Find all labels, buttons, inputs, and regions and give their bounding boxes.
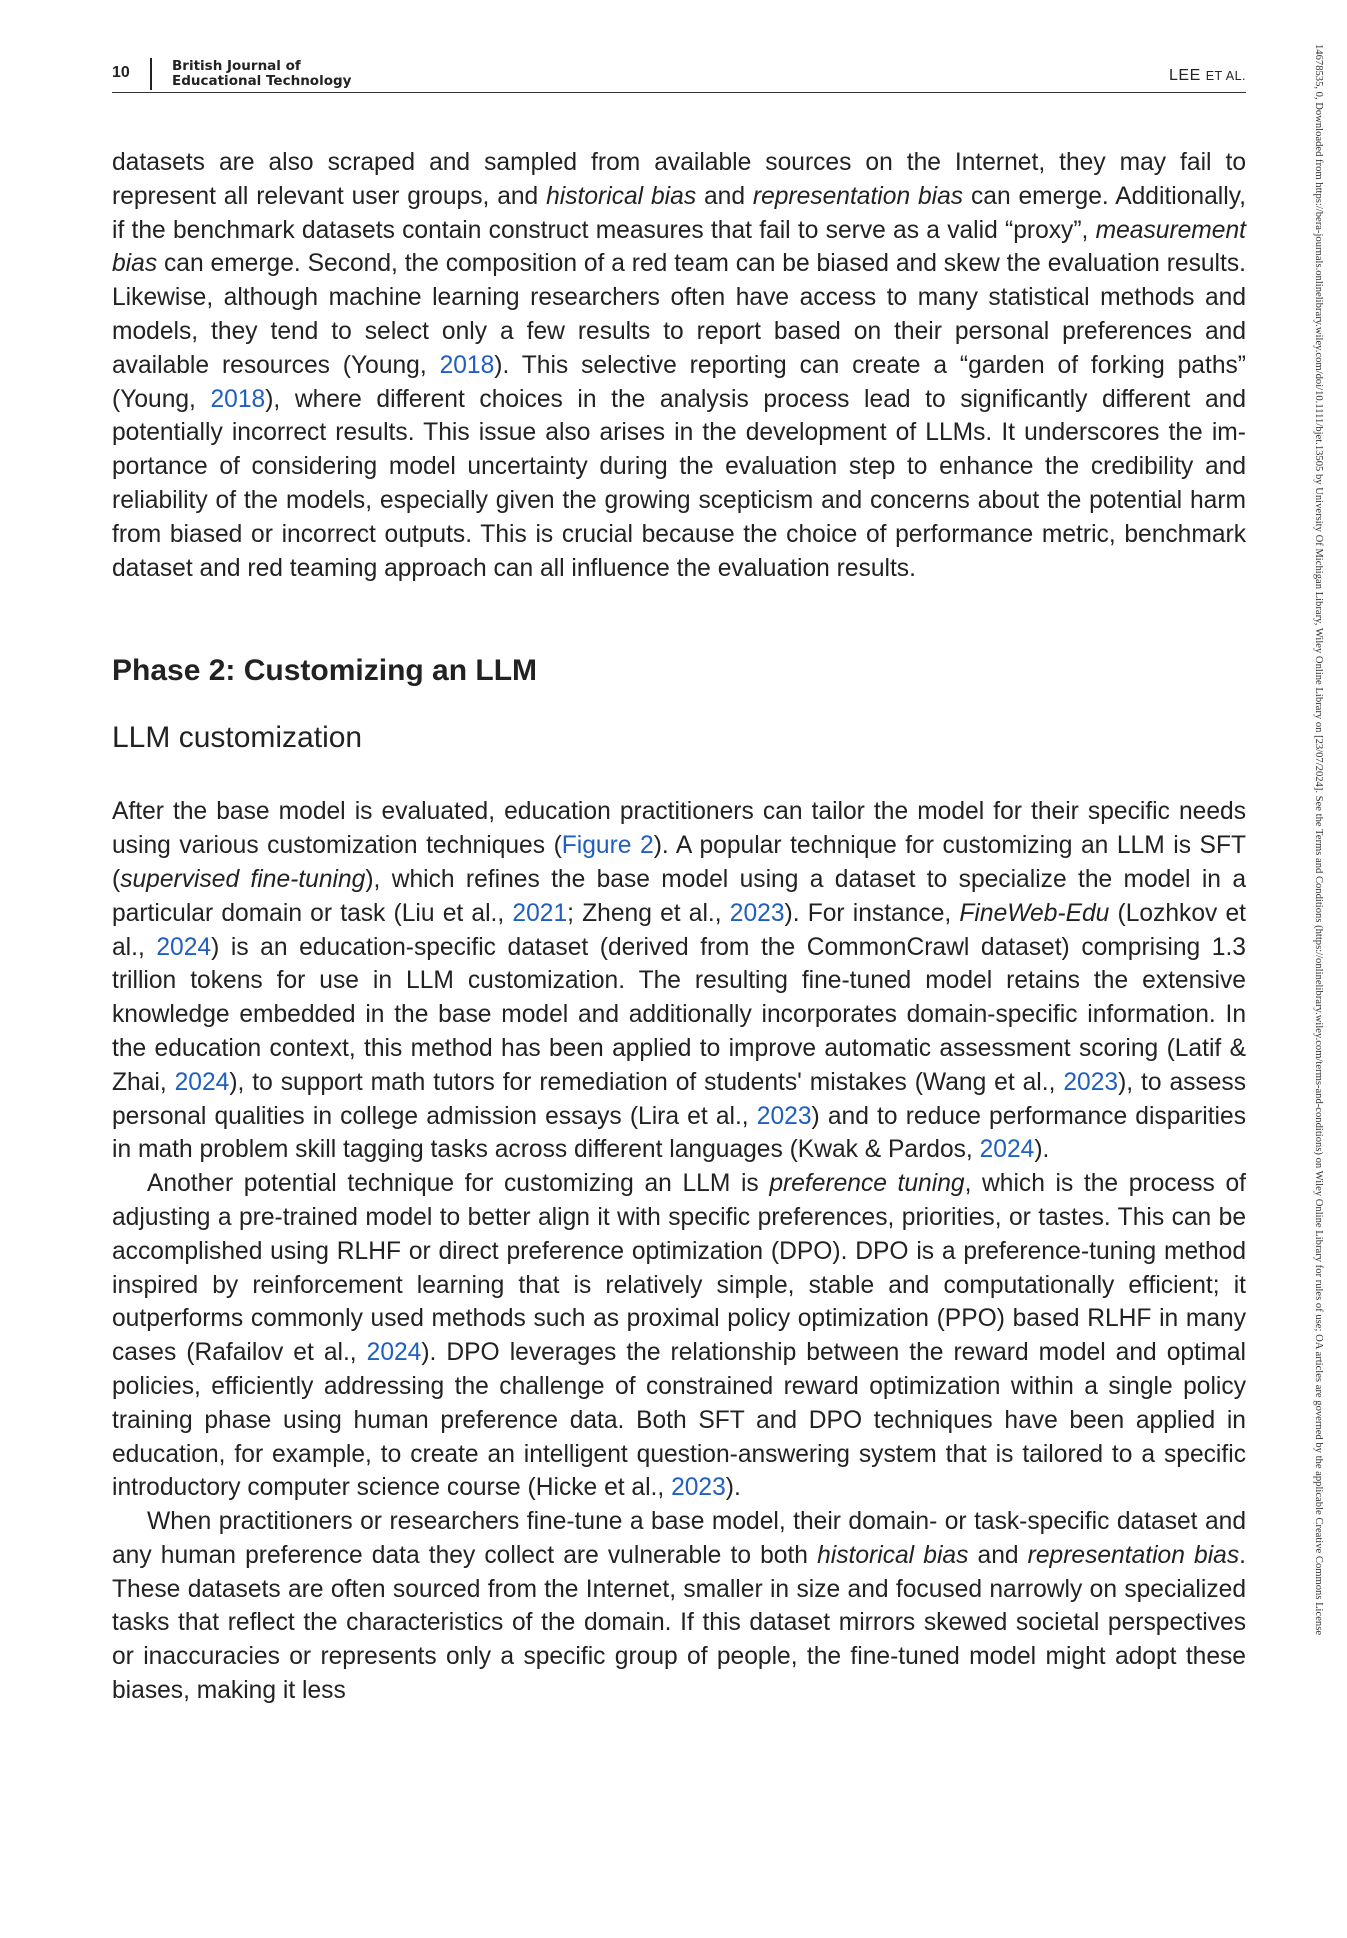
paragraph-preference-tuning: [112, 1167, 1246, 1505]
article-body: [112, 146, 1246, 1708]
journal-title-line2: Educational Technology: [172, 73, 352, 89]
text-run: When practitioners or researchers fine-tune a base model, their domain- or task-specific dataset and any human preference data they collect are vulnerable to both: [112, 1508, 1246, 1569]
text-run: and: [968, 1541, 1028, 1569]
italic-term: preference tuning: [769, 1170, 965, 1198]
text-run: ), which refines the base model using a dataset to specialize the model in a particular domain or task (Liu et al.,: [112, 865, 1247, 927]
text-run: ), to assess personal qualities in college admission essays (Lira et al.,: [112, 1068, 1246, 1130]
text-run: ). For instance,: [784, 899, 960, 927]
text-run: ).: [725, 1474, 741, 1502]
citation-link[interactable]: 2021: [512, 899, 568, 927]
paragraph-bias-evaluation: [112, 146, 1246, 585]
text-run: (Lozhkov et al.,: [112, 899, 1247, 961]
text-run: ) is an education-specific dataset (derived from the CommonCrawl dataset) comprising 1.3 trillion tokens for use in LLM customization. The resulting fine-tuned model retains the extensive knowledge embedded in the base model and additionally incorporates domain-specific information. In the education context, this method has been applied to improve automatic assessment scoring (Latif & Zhai,: [112, 933, 1246, 1096]
italic-term: historical bias: [546, 182, 697, 210]
text-run: . These datasets are often sourced from the Internet, smaller in size and focused narrowly on specialized tasks that reflect the characteristics of the domain. If this dataset mirrors skewed societal perspectives or inaccuracies or represents only a specific group of people, the fine-tuned model might adopt these biases, making it less: [112, 1541, 1246, 1705]
header-divider: [150, 58, 152, 90]
citation-link[interactable]: 2024: [156, 933, 212, 961]
text-run: and: [696, 182, 753, 210]
download-notice-margin: [1306, 44, 1328, 1894]
journal-title: [172, 59, 351, 89]
running-head-et-al: ET AL.: [1205, 69, 1246, 83]
citation-link[interactable]: 2024: [979, 1136, 1035, 1164]
citation-link[interactable]: 2018: [439, 351, 495, 379]
text-run: ).: [1034, 1136, 1050, 1164]
italic-term: representation bias: [752, 182, 964, 210]
text-run: ), where different choices in the analysis process lead to significantly different and potentially incorrect results. This issue also arises in the development of LLMs. It underscores the importance of considering model uncertainty during the evaluation step to enhance the credibility and reliability of the models, especially given the growing scepticism and concerns about the potential harm from biased or incorrect outputs. This is crucial because the choice of performance metric, benchmark dataset and red teaming approach can all influence the evaluation results.: [112, 385, 1246, 582]
page-number: 10: [112, 64, 130, 81]
text-run: can emerge. Second, the composition of a red team can be biased and skew the evaluation results. Likewise, although machine learning researchers often have access to many statistical methods and models, they tend to select only a few results to report based on their personal preferences and available resources (Young,: [112, 250, 1246, 379]
text-run: ; Zheng et al.,: [567, 899, 730, 927]
citation-link[interactable]: 2023: [729, 899, 785, 927]
text-run: can emerge. Additionally, if the benchmark datasets contain construct measures that fail to serve as a valid “proxy”,: [112, 182, 1247, 244]
paragraph-finetune-bias: [112, 1505, 1246, 1708]
italic-term: historical bias: [817, 1541, 969, 1569]
italic-term: measurement bias: [112, 216, 1246, 278]
download-notice-text: 14678535, 0, Downloaded from https://bera-journals.onlinelibrary.wiley.com/doi/10.1111/bjet.13505 by University Of Michigan Library, Wiley Online Library on [23/07/2024]. See the Terms and Conditions (https://onlinelibrary.wiley.com/terms-and-conditions) on Wiley Online Library for rules of use; OA articles are governed by the applicable Creative Commons License: [1313, 44, 1324, 1636]
citation-link[interactable]: 2023: [756, 1102, 812, 1130]
text-run: Another potential technique for customizing an LLM is: [147, 1170, 770, 1198]
text-run: ). A popular technique for customizing an LLM is SFT (: [112, 832, 1246, 893]
citation-link[interactable]: 2024: [366, 1339, 422, 1367]
italic-term: representation bias: [1027, 1541, 1240, 1569]
figure-link[interactable]: Figure 2: [561, 832, 654, 860]
journal-title-line1: British Journal of: [172, 58, 301, 74]
page-header: [112, 58, 1246, 93]
text-run: ). DPO leverages the relationship between the reward model and optimal policies, efficiently addressing the challenge of constrained reward optimization within a single policy training phase using human preference data. Both SFT and DPO techniques have been applied in education, for example, to create an intelligent question-answering system that is tailored to a specific introductory computer science course (Hicke et al.,: [112, 1339, 1246, 1502]
running-head: [1169, 67, 1246, 85]
italic-term: supervised fine-tuning: [120, 865, 366, 893]
citation-link[interactable]: 2024: [174, 1068, 230, 1096]
text-run: After the base model is evaluated, education practitioners can tailor the model for their specific needs using various customization techniques (: [112, 798, 1246, 860]
citation-link[interactable]: 2018: [210, 385, 266, 413]
text-run: , which is the process of adjusting a pre-trained model to better align it with specific preferences, priorities, or tastes. This can be accomplished using RLHF or direct preference optimization (DPO). DPO is a preference-tuning method inspired by reinforcement learning that is relatively simple, stable and computationally efficient; it outperforms commonly used methods such as proximal policy optimization (PPO) based RLHF in many cases (Rafailov et al.,: [112, 1170, 1246, 1367]
text-run: ), to support math tutors for remediation of students' mistakes (Wang et al.,: [229, 1068, 1064, 1096]
text-run: ). This selective reporting can create a “garden of forking paths” (Young,: [112, 351, 1246, 413]
text-run: datasets are also scraped and sampled from available sources on the Internet, they may fail to represent all relevant user groups, and: [112, 149, 1246, 210]
citation-link[interactable]: 2023: [1063, 1068, 1119, 1096]
subsection-heading: LLM customization: [112, 721, 363, 755]
italic-term: FineWeb-Edu: [959, 899, 1110, 927]
running-head-authors: LEE: [1169, 67, 1206, 84]
section-heading: Phase 2: Customizing an LLM: [112, 654, 538, 688]
citation-link[interactable]: 2023: [671, 1474, 726, 1502]
paragraph-sft: [112, 795, 1246, 1167]
text-run: ) and to reduce performance disparities in math problem skill tagging tasks across different languages (Kwak & Pardos,: [112, 1102, 1246, 1164]
